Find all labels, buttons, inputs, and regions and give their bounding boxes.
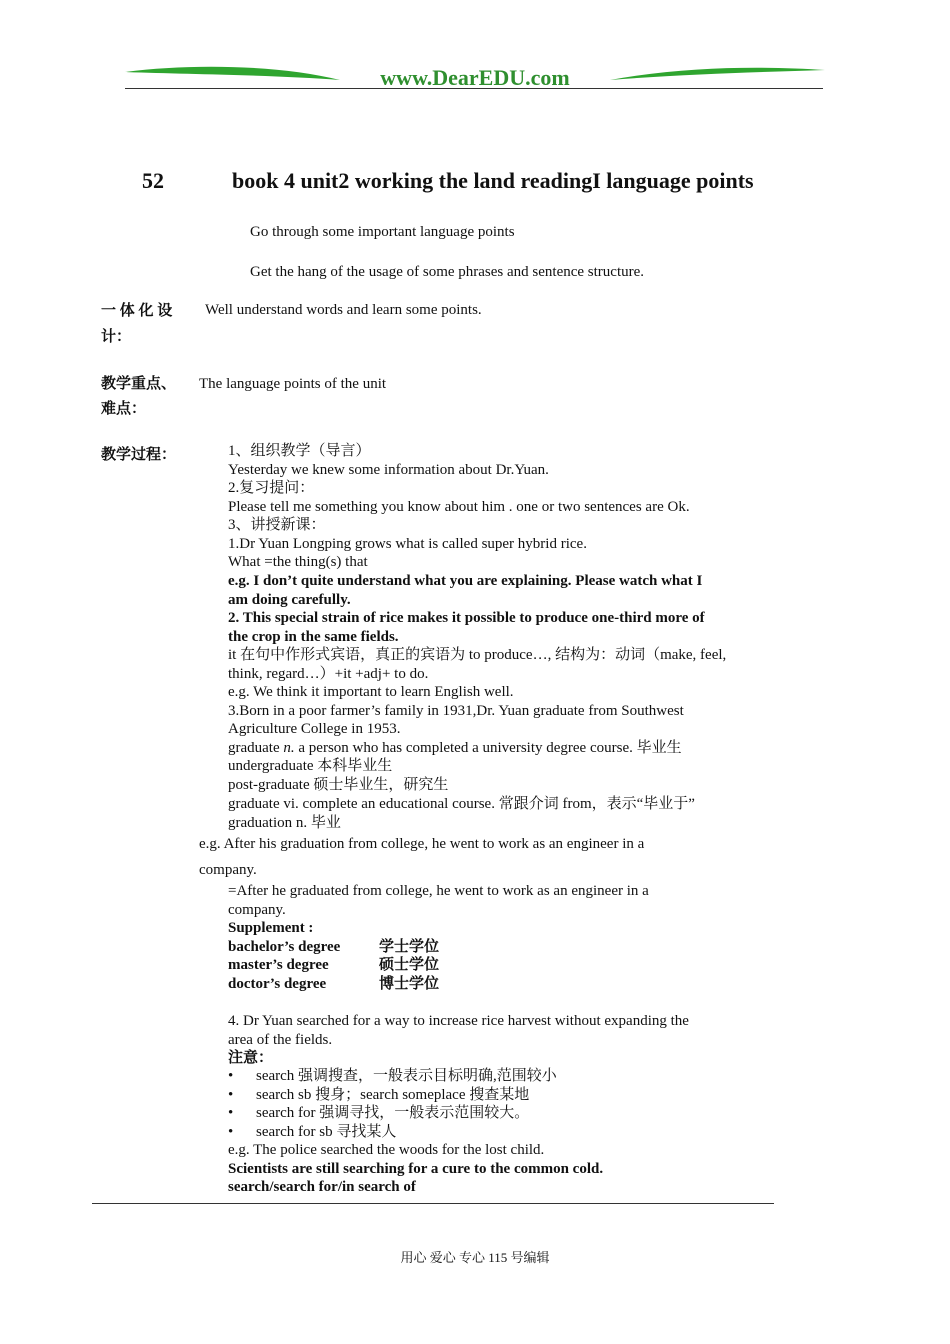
process-line: graduation n. 毕业: [228, 815, 341, 831]
process-line: it 在句中作形式宾语，真正的宾语为 to produce…, 结构为：动词（make, feel,: [228, 647, 727, 663]
page-footer: 用心 爱心 专心 115 号编辑: [400, 1250, 550, 1265]
process-line: think, regard…）+it +adj+ to do.: [228, 666, 429, 682]
key-sentence: Agriculture College in 1953.: [228, 721, 401, 737]
degree-en: bachelor’s degree: [228, 939, 341, 955]
site-logo-text: www.DearEDU.com: [380, 65, 570, 90]
example-bold: search/search for/in search of: [228, 1179, 416, 1195]
bullet-text: search 强调搜查，一般表示目标明确,范围较小: [256, 1068, 557, 1084]
process-line: 3、讲授新课：: [228, 517, 326, 533]
process-line: graduate vi. complete an educational course. 常跟介词 from，表示“毕业于”: [228, 796, 695, 812]
design-label-line1: 一 体 化 设: [101, 303, 173, 319]
key-sentence: 2. This special strain of rice makes it possible to produce one-third more of: [228, 610, 705, 626]
key-sentence: the crop in the same fields.: [228, 629, 399, 645]
example-bold: e.g. I don’t quite understand what you are explaining. Please watch what I: [228, 573, 703, 589]
degree-en: doctor’s degree: [228, 976, 327, 992]
process-line: Please tell me something you know about him . one or two sentences are Ok.: [228, 499, 690, 515]
process-label: 教学过程：: [101, 447, 177, 463]
process-line: 1.Dr Yuan Longping grows what is called super hybrid rice.: [228, 536, 587, 552]
definition-line: [228, 739, 682, 758]
lesson-number: 52: [142, 168, 164, 193]
footer-divider: [92, 1203, 774, 1204]
bullet-icon: •: [228, 1068, 234, 1084]
key-sentence: area of the fields.: [228, 1032, 333, 1048]
process-line: e.g. The police searched the woods for the lost child.: [228, 1142, 545, 1158]
example-line: company.: [228, 902, 286, 918]
process-line: e.g. We think it important to learn English well.: [228, 684, 514, 700]
definition-word: graduate: [228, 740, 284, 756]
key-sentence: 4. Dr Yuan searched for a way to increase rice harvest without expanding the: [228, 1013, 689, 1029]
bullet-text: search for sb 寻找某人: [256, 1124, 397, 1140]
process-line: Yesterday we knew some information about Dr.Yuan.: [228, 462, 549, 478]
focus-label-line1: 教学重点、: [101, 376, 177, 392]
focus-text: The language points of the unit: [199, 376, 387, 392]
note-heading: 注意：: [228, 1050, 274, 1066]
degree-zh: 博士学位: [379, 976, 440, 992]
bullet-icon: •: [228, 1087, 234, 1103]
process-line: post-graduate 硕士毕业生，研究生: [228, 777, 449, 793]
bullet-text: search sb 搜身；search someplace 搜查某地: [256, 1087, 530, 1103]
example-bold: am doing carefully.: [228, 592, 351, 608]
bullet-text: search for 强调寻找，一般表示范围较大。: [256, 1105, 530, 1121]
header-divider: [125, 88, 823, 89]
part-of-speech: n.: [283, 740, 295, 756]
example-bold: Scientists are still searching for a cure to the common cold.: [228, 1161, 604, 1177]
bullet-icon: •: [228, 1105, 234, 1121]
objective-1: Go through some important language points: [250, 224, 515, 240]
focus-label-line2: 难点：: [101, 401, 147, 417]
page-title: book 4 unit2 working the land readingI language points: [232, 168, 754, 193]
example-line: company.: [199, 862, 257, 878]
objective-2: Get the hang of the usage of some phrases and sentence structure.: [250, 264, 645, 280]
bullet-icon: •: [228, 1124, 234, 1140]
process-line: What =the thing(s) that: [228, 554, 368, 570]
degree-zh: 学士学位: [379, 939, 440, 955]
definition-text: a person who has completed a university degree course. 毕业生: [294, 740, 682, 756]
supplement-heading: Supplement :: [228, 920, 314, 936]
process-line: 2.复习提问：: [228, 480, 315, 496]
process-line: 1、组织教学（导言）: [228, 443, 371, 459]
example-line: e.g. After his graduation from college, he went to work as an engineer in a: [199, 836, 645, 852]
degree-zh: 硕士学位: [379, 957, 440, 973]
design-text: Well understand words and learn some points.: [205, 302, 482, 318]
process-line: undergraduate 本科毕业生: [228, 758, 393, 774]
key-sentence: 3.Born in a poor farmer’s family in 1931,Dr. Yuan graduate from Southwest: [228, 703, 684, 719]
design-label-line2: 计：: [101, 329, 132, 345]
example-line: =After he graduated from college, he went to work as an engineer in a: [228, 883, 649, 899]
degree-en: master’s degree: [228, 957, 329, 973]
